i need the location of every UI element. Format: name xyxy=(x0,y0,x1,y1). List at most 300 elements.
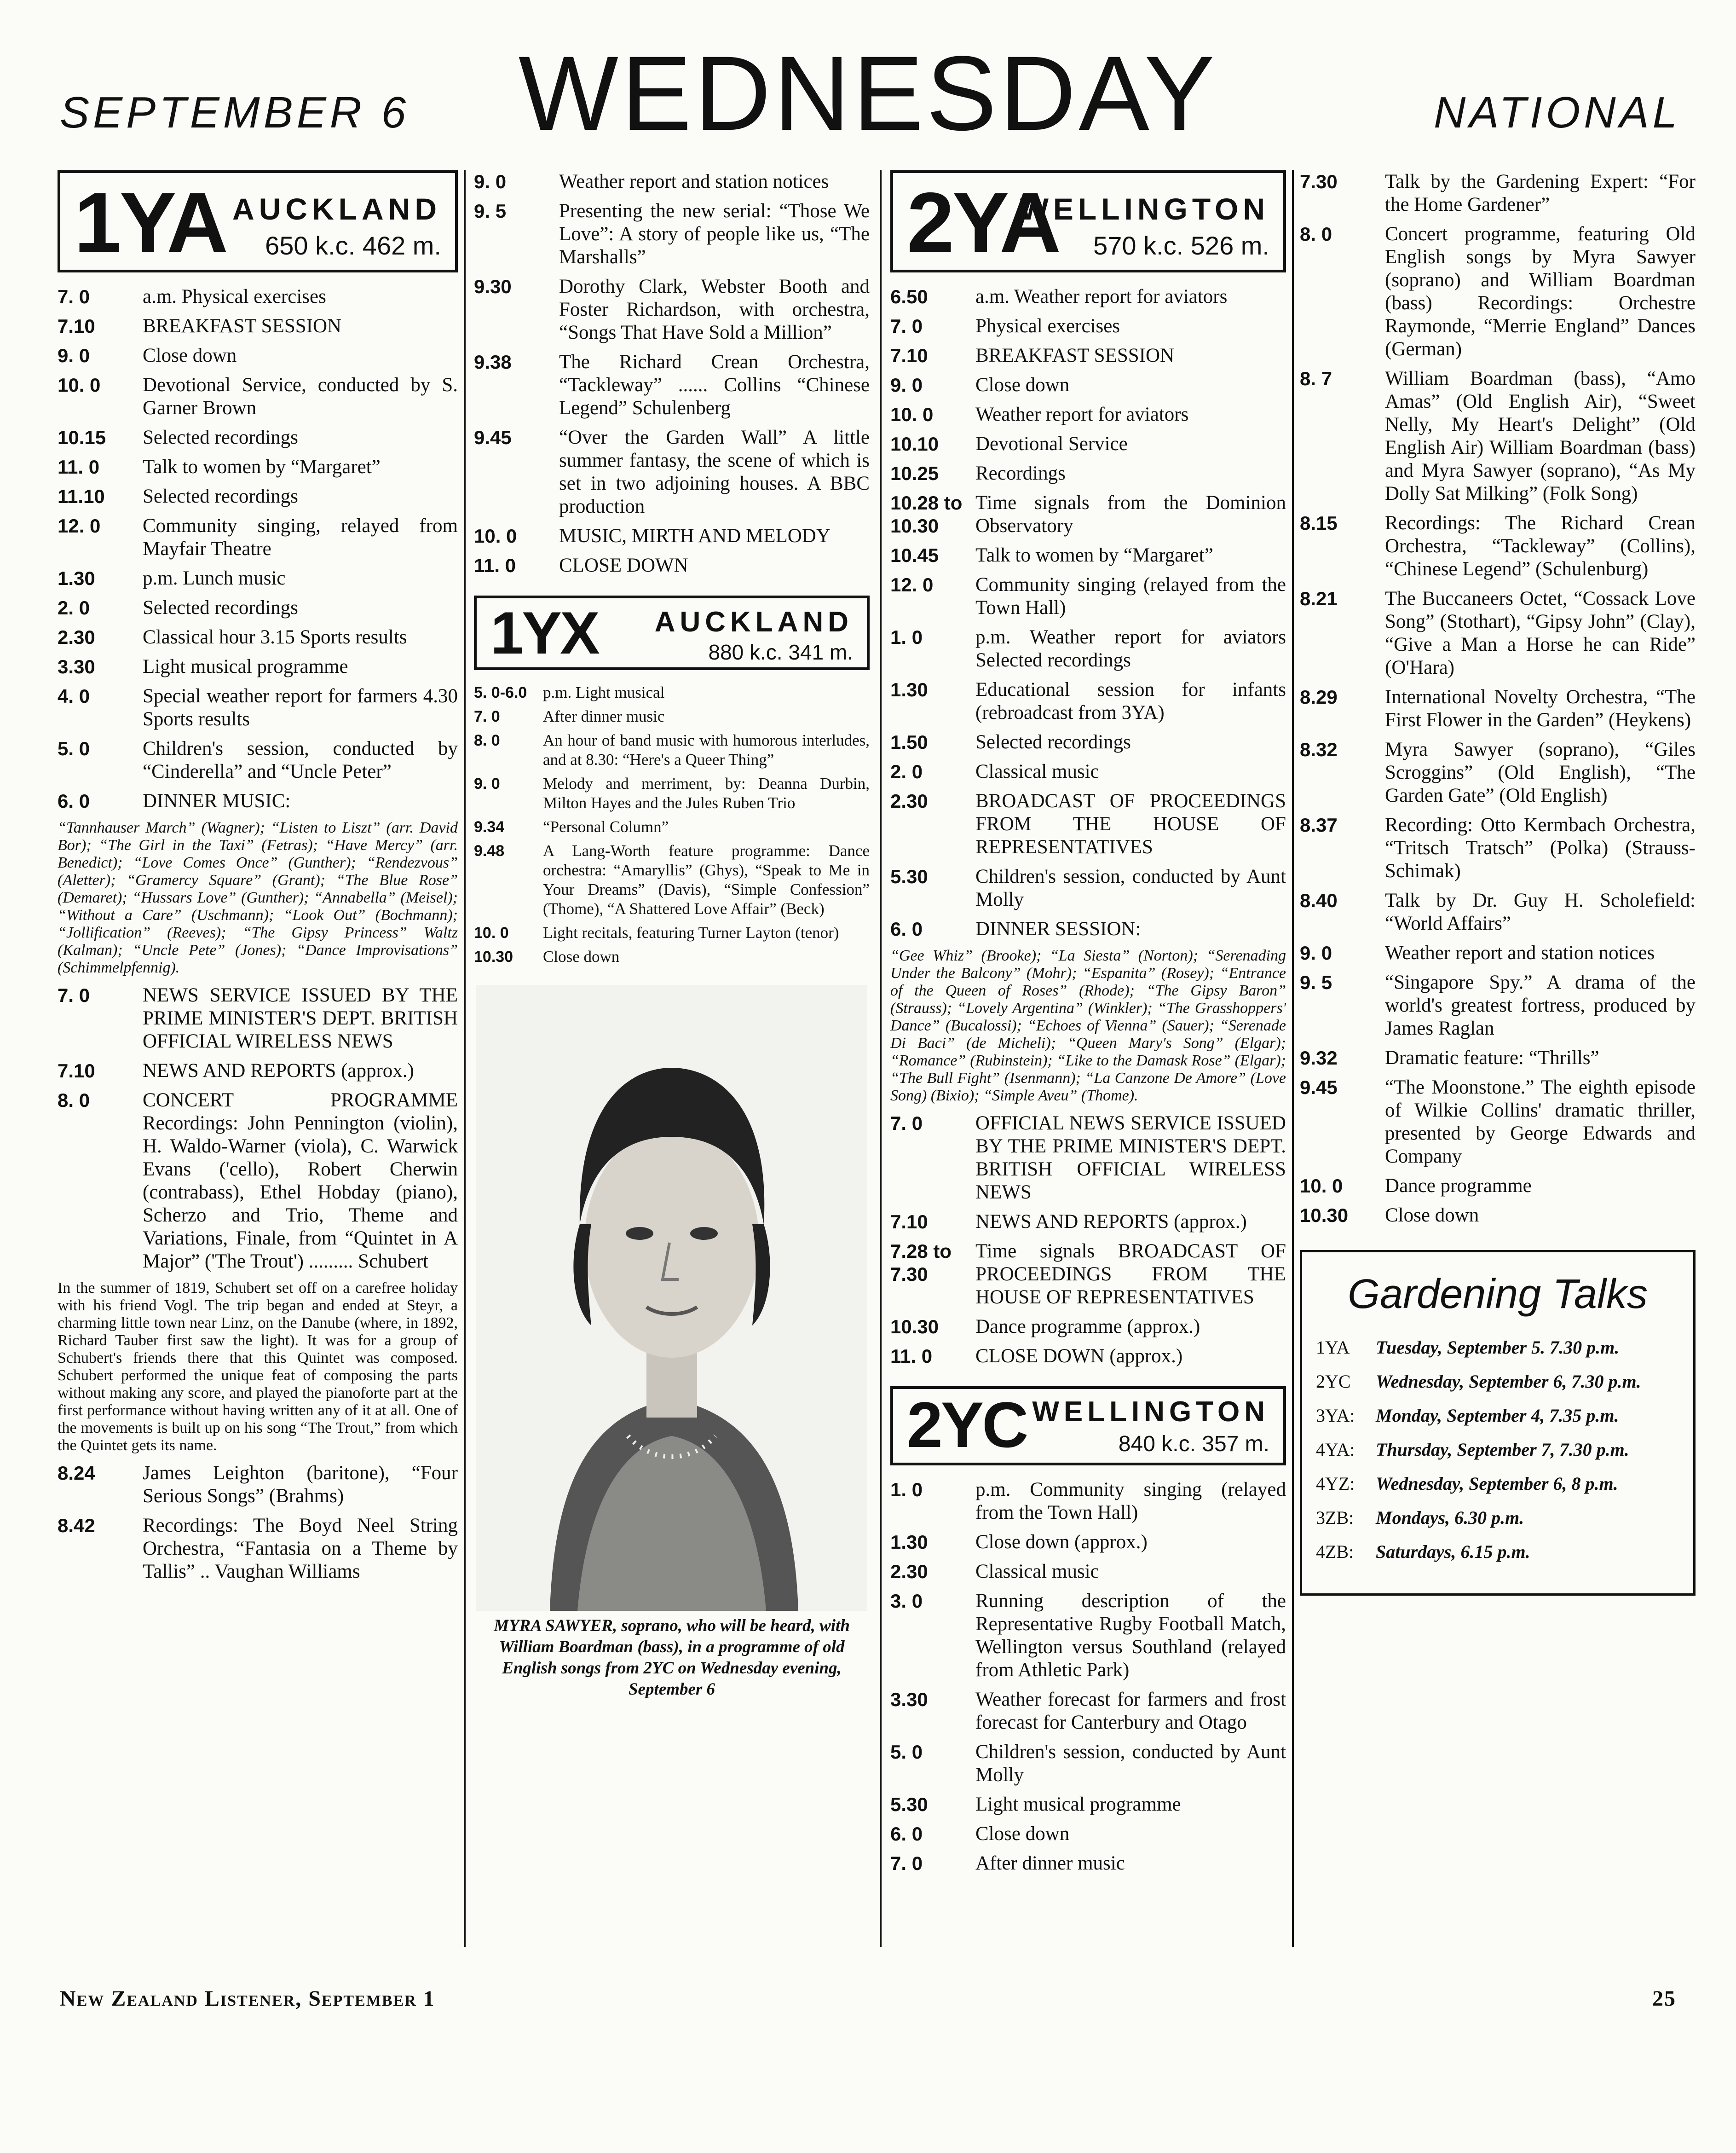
schedule-time: 11. 0 xyxy=(890,1345,933,1367)
gardening-talks-title: Gardening Talks xyxy=(1347,1271,1648,1317)
schedule-item xyxy=(1300,367,1696,505)
schedule-time: 1.30 xyxy=(58,567,95,589)
schedule-description: Special weather report for farmers 4.30 Sports results xyxy=(143,685,458,730)
gardening-talk-row xyxy=(1316,1337,1679,1359)
schedule-item xyxy=(474,200,870,269)
schedule-time: 7.28 to 7.30 xyxy=(890,1240,952,1285)
schedule-time: 6.50 xyxy=(890,286,928,307)
schedule-item xyxy=(1300,1047,1696,1070)
schedule-time: 5.30 xyxy=(890,1794,928,1815)
schedule-time: 3. 0 xyxy=(890,1590,923,1612)
schedule-time: 8. 7 xyxy=(1300,368,1332,389)
schedule-time: 10.28 to 10.30 xyxy=(890,492,963,537)
gardening-station: 2YC xyxy=(1316,1371,1351,1392)
schedule-description: Concert programme, featuring Old English songs by Myra Sawyer (soprano) and William Boardman (bass) Recordings: Orchestre Raymonde, “Merrie England” Dances (German) xyxy=(1385,223,1696,360)
schedule-time: 5.30 xyxy=(890,866,928,887)
schedule-description: A Lang-Worth feature programme: Dance orchestra: “Amaryllis” (Ghys), “Speak to Me in Your Dreams” (Davis), “Simple Confession” (Thome), “A Shattered Love Affair” (Beck) xyxy=(543,842,870,918)
schedule-description: CONCERT PROGRAMME Recordings: John Pennington (violin), H. Waldo-Warner (viola), C. Warwick Evans ('cello), Robert Cherwin (contrabass), Ethel Hobday (piano), Scherzo and Trio, Theme and Variations, Finale, from “Quintet in A Major” ('The Trout') ......... Schubert xyxy=(143,1089,458,1272)
schedule-time: 9. 0 xyxy=(58,345,90,366)
schedule-description: a.m. Physical exercises xyxy=(143,286,326,307)
schedule-item xyxy=(1300,1204,1696,1227)
schedule-item xyxy=(58,374,458,420)
gardening-talk-row xyxy=(1316,1439,1679,1461)
station-banner-1ya xyxy=(58,170,458,272)
gardening-station: 4YZ: xyxy=(1316,1473,1355,1494)
schedule-description: a.m. Weather report for aviators xyxy=(975,286,1228,307)
schedule-time: 11. 0 xyxy=(58,456,100,478)
portrait-photo xyxy=(476,985,867,1611)
header-date: SEPTEMBER 6 xyxy=(60,88,410,137)
schedule-item xyxy=(474,841,870,919)
schedule-time: 6. 0 xyxy=(890,918,923,940)
schedule-description: Running description of the Representative Rugby Football Match, Wellington versus Southland (relayed from Athletic Park) xyxy=(975,1590,1286,1681)
schedule-description: p.m. Light musical xyxy=(543,683,665,701)
schedule-item xyxy=(890,492,1286,538)
station-call-sign: 1YA xyxy=(74,175,226,270)
schedule-time: 10.30 xyxy=(890,1316,939,1337)
schedule-item xyxy=(1300,512,1696,581)
schedule-description: After dinner music xyxy=(543,707,665,725)
schedule-description: Talk to women by “Margaret” xyxy=(143,456,381,478)
schedule-item xyxy=(890,344,1286,367)
schedule-time: 10. 0 xyxy=(474,924,509,942)
schedule-description: “The Moonstone.” The eighth episode of Wilkie Collins' dramatic thriller, presented by George Edwards and Company xyxy=(1385,1076,1696,1167)
station-city: WELLINGTON xyxy=(1020,192,1269,226)
schedule-time: 9.30 xyxy=(474,276,512,297)
schedule-time: 12. 0 xyxy=(890,574,934,596)
schedule-list xyxy=(890,285,1286,941)
schedule-description: Selected recordings xyxy=(975,731,1131,753)
schedule-time: 5. 0 xyxy=(890,1741,923,1763)
schedule-time: 4. 0 xyxy=(58,685,90,707)
schedule-description: Children's session, conducted by Aunt Molly xyxy=(975,1741,1286,1786)
gardening-station: 3YA: xyxy=(1316,1405,1355,1426)
schedule-time: 1.30 xyxy=(890,679,928,700)
schedule-item xyxy=(474,731,870,770)
schedule-description: An hour of band music with humorous interludes, and at 8.30: “Here's a Queer Thing” xyxy=(543,731,870,769)
schedule-time: 9. 5 xyxy=(474,200,507,222)
schedule-description: Time signals from the Dominion Observatory xyxy=(975,492,1286,537)
gardening-when: Tuesday, September 5. 7.30 p.m. xyxy=(1376,1337,1620,1358)
schedule-description: Talk to women by “Margaret” xyxy=(975,544,1213,566)
schedule-description: International Novelty Orchestra, “The First Flower in the Garden” (Heykens) xyxy=(1385,686,1696,731)
station-call-sign: 2YC xyxy=(907,1389,1027,1461)
schedule-description: Close down xyxy=(543,948,620,966)
schedule-item xyxy=(58,567,458,590)
dinner-session-note: “Gee Whiz” (Brooke); “La Siesta” (Norton); “Serenading Under the Balcony” (Mohr); “Espanita” (Rosey); “Entrance of the Queen of Roses” (Rhode); “The Gipsy Baron” (Strauss); “Lovely Argentina” (Winkler); “The Grasshoppers' Dance” (Bucalossi); “Echoes of Vienna” (Sauer); “Serenade Di Baci” (de Micheli); “Queen Mary's Song” (Elgar); “Romance” (Rubinstein); “Like to the Damask Rose” (Elgar); “The Bull Fight” (Isenmann); “La Canzone De Amore” (Love Song) (Bixio); “Simple Aveu” (Thome). xyxy=(890,947,1286,1104)
schedule-item xyxy=(1300,889,1696,935)
schedule-time: 9. 0 xyxy=(1300,942,1332,964)
schedule-list xyxy=(58,1462,458,1583)
schedule-item xyxy=(58,790,458,813)
schedule-item xyxy=(474,426,870,518)
schedule-time: 10.30 xyxy=(1300,1204,1349,1226)
schedule-time: 2.30 xyxy=(58,626,95,648)
schedule-description: Educational session for infants (rebroadcast from 3YA) xyxy=(975,679,1286,723)
gardening-talk-row xyxy=(1316,1507,1679,1529)
schedule-time: 8. 0 xyxy=(474,732,500,749)
schedule-time: 9.45 xyxy=(1300,1076,1338,1098)
schedule-time: 9. 0 xyxy=(890,374,923,396)
schedule-item xyxy=(474,683,870,702)
schedule-item xyxy=(58,984,458,1053)
schedule-list xyxy=(474,170,870,577)
schedule-item xyxy=(474,275,870,344)
schedule-item xyxy=(890,731,1286,754)
schedule-time: 1. 0 xyxy=(890,626,923,648)
schedule-item xyxy=(890,1240,1286,1309)
schedule-time: 8.40 xyxy=(1300,890,1338,911)
schedule-time: 7. 0 xyxy=(58,984,90,1006)
gardening-when: Saturdays, 6.15 p.m. xyxy=(1376,1541,1530,1562)
schedule-item xyxy=(474,170,870,193)
schedule-time: 10. 0 xyxy=(890,404,934,425)
schedule-time: 10.25 xyxy=(890,463,939,484)
schedule-item xyxy=(1300,738,1696,807)
header-region: NATIONAL xyxy=(1434,88,1681,137)
schedule-item xyxy=(58,685,458,731)
gardening-station: 4YA: xyxy=(1316,1439,1355,1460)
schedule-time: 1.50 xyxy=(890,731,928,753)
column-rule xyxy=(1292,170,1294,1947)
schedule-time: 8.42 xyxy=(58,1515,95,1536)
schedule-description: Light musical programme xyxy=(143,656,348,677)
footer-page-number: 25 xyxy=(1652,1986,1676,2011)
schedule-description: p.m. Lunch music xyxy=(143,567,286,589)
schedule-item xyxy=(890,1823,1286,1846)
schedule-time: 9.34 xyxy=(474,818,505,836)
schedule-description: DINNER MUSIC: xyxy=(143,790,291,812)
schedule-description: Devotional Service, conducted by S. Garner Brown xyxy=(143,374,458,419)
schedule-description: Selected recordings xyxy=(143,427,298,448)
schedule-time: 8. 0 xyxy=(58,1089,90,1111)
schedule-description: “Singapore Spy.” A drama of the world's greatest fortress, produced by James Raglan xyxy=(1385,972,1696,1039)
schedule-time: 11. 0 xyxy=(474,555,516,576)
schedule-item xyxy=(58,1462,458,1508)
schedule-description: Close down (approx.) xyxy=(975,1531,1148,1553)
schedule-item xyxy=(58,1514,458,1583)
schedule-description: Presenting the new serial: “Those We Love”: A story of people like us, “The Marshalls” xyxy=(559,200,870,268)
schedule-time: 9.45 xyxy=(474,427,512,448)
schedule-time: 9.32 xyxy=(1300,1047,1338,1069)
schedule-item xyxy=(58,1059,458,1082)
schedule-item xyxy=(1300,814,1696,883)
schedule-item xyxy=(890,1345,1286,1368)
schedule-item xyxy=(890,433,1286,456)
schedule-list xyxy=(1300,170,1696,1227)
gardening-when: Wednesday, September 6, 7.30 p.m. xyxy=(1376,1371,1641,1392)
schedule-item xyxy=(58,626,458,649)
schedule-item xyxy=(890,1590,1286,1682)
schedule-item xyxy=(890,374,1286,397)
schedule-description: Talk by Dr. Guy H. Scholefield: “World Affairs” xyxy=(1385,890,1696,934)
schedule-item xyxy=(890,315,1286,338)
schedule-item xyxy=(1300,971,1696,1040)
schedule-time: 8.21 xyxy=(1300,588,1338,609)
station-city: WELLINGTON xyxy=(1032,1396,1269,1428)
schedule-description: NEWS AND REPORTS (approx.) xyxy=(143,1060,414,1082)
schedule-time: 7.10 xyxy=(58,1060,95,1082)
gardening-when: Thursday, September 7, 7.30 p.m. xyxy=(1376,1439,1629,1460)
schedule-description: NEWS AND REPORTS (approx.) xyxy=(975,1211,1247,1233)
column-rule xyxy=(880,170,882,1947)
schedule-item xyxy=(1300,587,1696,679)
schedule-time: 10. 0 xyxy=(1300,1175,1343,1197)
schedule-item xyxy=(890,1688,1286,1734)
gardening-when: Mondays, 6.30 p.m. xyxy=(1376,1507,1524,1528)
schedule-description: Classical music xyxy=(975,1561,1099,1582)
schedule-item xyxy=(890,285,1286,308)
schedule-time: 2. 0 xyxy=(890,761,923,782)
station-city: AUCKLAND xyxy=(654,606,853,638)
column-2 xyxy=(474,170,870,1700)
schedule-item xyxy=(58,426,458,449)
schedule-description: Community singing (relayed from the Town Hall) xyxy=(975,574,1286,619)
schedule-list xyxy=(58,984,458,1273)
station-banner-2ya xyxy=(890,170,1286,272)
schedule-item xyxy=(1300,223,1696,361)
schedule-time: 6. 0 xyxy=(890,1823,923,1845)
schedule-item xyxy=(474,707,870,726)
schedule-description: Selected recordings xyxy=(143,486,298,507)
schedule-item xyxy=(890,544,1286,567)
schedule-item xyxy=(474,774,870,813)
schedule-time: 7. 0 xyxy=(890,1852,923,1874)
schedule-item xyxy=(474,554,870,577)
schedule-item xyxy=(890,462,1286,485)
schedule-time: 2.30 xyxy=(890,790,928,812)
schedule-description: BREAKFAST SESSION xyxy=(143,315,342,337)
schedule-item xyxy=(1300,686,1696,732)
schedule-description: Dance programme xyxy=(1385,1175,1532,1197)
schedule-description: Dorothy Clark, Webster Booth and Foster Richardson, with orchestra, “Songs That Have Sold a Million” xyxy=(559,276,870,343)
station-call-sign: 2YA xyxy=(907,175,1059,270)
gardening-talk-row xyxy=(1316,1371,1679,1393)
schedule-time: 11.10 xyxy=(58,486,105,507)
schedule-time: 10. 0 xyxy=(474,525,517,547)
portrait-image xyxy=(476,985,867,1611)
column-4 xyxy=(1300,170,1696,1596)
gardening-talk-row xyxy=(1316,1541,1679,1563)
schedule-time: 5. 0 xyxy=(58,738,90,759)
schedule-item xyxy=(58,344,458,367)
schedule-description: p.m. Weather report for aviators Selected recordings xyxy=(975,626,1286,671)
schedule-item xyxy=(58,285,458,308)
schedule-description: Time signals BROADCAST OF PROCEEDINGS FROM THE HOUSE OF REPRESENTATIVES xyxy=(975,1240,1286,1308)
schedule-time: 8. 0 xyxy=(1300,223,1332,245)
schedule-time: 8.32 xyxy=(1300,739,1338,760)
schedule-description: Devotional Service xyxy=(975,433,1128,455)
footer-publication: New Zealand Listener, September 1 xyxy=(60,1986,435,2011)
schedule-item xyxy=(1300,170,1696,216)
schedule-item xyxy=(1300,1175,1696,1198)
gardening-talks-box xyxy=(1300,1250,1696,1596)
schedule-item xyxy=(58,1089,458,1273)
station-frequency: 840 k.c. 357 m. xyxy=(1118,1432,1269,1456)
schedule-description: Close down xyxy=(975,374,1070,396)
schedule-description: Talk by the Gardening Expert: “For the Home Gardener” xyxy=(1385,171,1696,215)
column-rule xyxy=(464,170,466,1947)
gardening-station: 3ZB: xyxy=(1316,1507,1354,1528)
schedule-item xyxy=(890,1210,1286,1233)
schedule-description: Weather report and station notices xyxy=(1385,942,1655,964)
schedule-description: Close down xyxy=(975,1823,1070,1845)
station-banner-1yx xyxy=(474,596,870,670)
schedule-description: William Boardman (bass), “Amo Amas” (Old English Air), “Sweet Nelly, My Heart's Delight” (Old English Air) William Boardman (bass) and Myra Sawyer (soprano), “As My Dolly Sat Milking” (Folk Song) xyxy=(1385,368,1696,504)
schedule-time: 12. 0 xyxy=(58,515,101,537)
gardening-talk-row xyxy=(1316,1405,1679,1427)
schedule-time: 9. 5 xyxy=(1300,972,1332,993)
gardening-when: Wednesday, September 6, 8 p.m. xyxy=(1376,1473,1618,1494)
schedule-time: 7.10 xyxy=(890,345,928,366)
schedule-description: BREAKFAST SESSION xyxy=(975,345,1175,366)
schedule-item xyxy=(474,923,870,943)
schedule-description: Classical music xyxy=(975,761,1099,782)
schedule-time: 8.37 xyxy=(1300,814,1338,836)
schedule-time: 10. 0 xyxy=(58,374,101,396)
schedule-item xyxy=(890,678,1286,724)
schedule-time: 10.10 xyxy=(890,433,939,455)
schedule-time: 7. 0 xyxy=(474,708,500,725)
schedule-item xyxy=(890,1478,1286,1524)
station-city: AUCKLAND xyxy=(232,192,441,226)
schedule-item xyxy=(474,351,870,420)
schedule-item xyxy=(890,1531,1286,1554)
schedule-time: 9. 0 xyxy=(474,775,500,793)
schedule-time: 7.10 xyxy=(58,315,95,337)
schedule-time: 7.10 xyxy=(890,1211,928,1233)
schedule-list xyxy=(890,1112,1286,1368)
schedule-time: 10.15 xyxy=(58,427,106,448)
schedule-time: 10.45 xyxy=(890,544,939,566)
gardening-talks-list xyxy=(1316,1337,1679,1563)
column-1yA xyxy=(58,170,458,1590)
schedule-description: Community singing, relayed from Mayfair Theatre xyxy=(143,515,458,560)
schedule-list xyxy=(58,285,458,813)
schedule-description: p.m. Community singing (relayed from the Town Hall) xyxy=(975,1479,1286,1523)
schedule-description: Recordings: The Boyd Neel String Orchestra, “Fantasia on a Theme by Tallis” .. Vaughan Williams xyxy=(143,1515,458,1582)
schedule-description: NEWS SERVICE ISSUED BY THE PRIME MINISTER'S DEPT. BRITISH OFFICIAL WIRELESS NEWS xyxy=(143,984,458,1052)
schedule-item xyxy=(1300,1076,1696,1168)
schedule-description: Dance programme (approx.) xyxy=(975,1316,1200,1337)
column-2ya xyxy=(890,170,1286,1881)
schedule-description: Recording: Otto Kermbach Orchestra, “Tritsch Tratsch” (Polka) (Strauss-Schimak) xyxy=(1385,814,1696,882)
schedule-item xyxy=(58,596,458,619)
gardening-station: 1YA xyxy=(1316,1337,1350,1358)
schedule-item xyxy=(890,1560,1286,1583)
schedule-time: 9.38 xyxy=(474,351,512,373)
schedule-time: 9.48 xyxy=(474,842,505,860)
schedule-time: 5. 0-6.0 xyxy=(474,684,527,701)
schedule-item xyxy=(1300,942,1696,965)
schedule-list xyxy=(474,683,870,967)
schedule-description: Dramatic feature: “Thrills” xyxy=(1385,1047,1599,1069)
schedule-description: Close down xyxy=(143,345,237,366)
station-frequency: 570 k.c. 526 m. xyxy=(1093,231,1269,260)
schedule-description: Weather report for aviators xyxy=(975,404,1189,425)
schedule-description: The Richard Crean Orchestra, “Tackleway” ...... Collins “Chinese Legend” Schulenberg xyxy=(559,351,870,419)
schedule-description: The Buccaneers Octet, “Cossack Love Song” (Stothart), “Gipsy John” (Clay), “Give a Man a Horse he can Ride” (O'Hara) xyxy=(1385,588,1696,678)
station-call-sign: 1YX xyxy=(490,599,598,666)
station-frequency: 880 k.c. 341 m. xyxy=(708,640,853,664)
schedule-time: 9. 0 xyxy=(474,171,507,192)
station-frequency: 650 k.c. 462 m. xyxy=(265,231,441,260)
gardening-when: Monday, September 4, 7.35 p.m. xyxy=(1376,1405,1619,1426)
schedule-item xyxy=(890,1793,1286,1816)
schedule-description: OFFICIAL NEWS SERVICE ISSUED BY THE PRIME MINISTER'S DEPT. BRITISH OFFICIAL WIRELESS NEWS xyxy=(975,1112,1286,1203)
schedule-item xyxy=(474,525,870,548)
schedule-item xyxy=(890,626,1286,672)
schedule-time: 7. 0 xyxy=(58,286,90,307)
schedule-item xyxy=(890,1741,1286,1787)
schedule-time: 8.15 xyxy=(1300,512,1338,534)
schedule-item xyxy=(890,760,1286,783)
schedule-item xyxy=(890,403,1286,426)
schedule-item xyxy=(890,1112,1286,1204)
schedule-item xyxy=(58,456,458,479)
schedule-time: 8.29 xyxy=(1300,686,1338,708)
schedule-item xyxy=(58,485,458,508)
schedule-item xyxy=(58,315,458,338)
photo-caption: MYRA SAWYER, soprano, who will be heard, with William Boardman (bass), in a programme of old English songs from 2YC on Wednesday evening, September 6 xyxy=(494,1616,850,1699)
gardening-talk-row xyxy=(1316,1473,1679,1495)
schedule-description: BROADCAST OF PROCEEDINGS FROM THE HOUSE OF REPRESENTATIVES xyxy=(975,790,1286,858)
schubert-note: In the summer of 1819, Schubert set off on a carefree holiday with his friend Vogl. The trip began and ended at Steyr, a charming little town near Linz, on the Danube (where, in 1892, Richard Tauber first saw the light). It was for a group of Schubert's friends there that this Quintet was composed. Schubert performed the unique feat of composing the parts without making any score, and played the pianoforte part at the first performance without having written any of it at all. One of the movements is built up on his song “The Trout,” from which the Quintet gets its name. xyxy=(58,1279,458,1454)
schedule-description: Light musical programme xyxy=(975,1794,1181,1815)
schedule-time: 1. 0 xyxy=(890,1479,923,1500)
header-day: WEDNESDAY xyxy=(518,34,1218,152)
schedule-time: 6. 0 xyxy=(58,790,90,812)
schedule-description: Weather forecast for farmers and frost forecast for Canterbury and Otago xyxy=(975,1689,1286,1733)
schedule-description: “Personal Column” xyxy=(543,818,669,836)
schedule-item xyxy=(890,573,1286,619)
schedule-description: CLOSE DOWN (approx.) xyxy=(975,1345,1183,1367)
schedule-time: 10.30 xyxy=(474,948,513,966)
schedule-description: Light recitals, featuring Turner Layton (tenor) xyxy=(543,924,839,942)
schedule-item xyxy=(58,515,458,561)
schedule-description: After dinner music xyxy=(975,1852,1125,1874)
schedule-description: Recordings xyxy=(975,463,1066,484)
schedule-description: Physical exercises xyxy=(975,315,1120,337)
schedule-item xyxy=(890,865,1286,911)
schedule-description: James Leighton (baritone), “Four Serious Songs” (Brahms) xyxy=(143,1462,458,1507)
schedule-time: 8.24 xyxy=(58,1462,95,1484)
station-banner-2yc xyxy=(890,1386,1286,1465)
gardening-station: 4ZB: xyxy=(1316,1541,1354,1562)
schedule-item xyxy=(474,817,870,837)
schedule-time: 3.30 xyxy=(890,1689,928,1710)
schedule-item xyxy=(474,947,870,967)
dinner-music-note: “Tannhauser March” (Wagner); “Listen to Liszt” (arr. David Bor); “The Girl in the Taxi” (Fetras); “Have Mercy” (arr. Benedict); “Love Comes Once” (Gunther); “Rendezvous” (Aletter); “Gramercy Square” (Grant); “The Blue Rose” (Demaret); “Hussars Love” (Gunther); “Annabella” (Meisel); “Without a Care” (Uschmann); “Look Out” (Bochmann); “Jollification” (Reeves); “The Gipsy Princess” Waltz (Kalman); “Uncle Pete” (Jones); “Dance Improvisations” (Schimmelpfennig). xyxy=(58,819,458,976)
schedule-description: CLOSE DOWN xyxy=(559,555,688,576)
schedule-time: 7. 0 xyxy=(890,315,923,337)
schedule-item xyxy=(890,1852,1286,1875)
schedule-time: 7. 0 xyxy=(890,1112,923,1134)
schedule-time: 2. 0 xyxy=(58,597,90,619)
schedule-time: 7.30 xyxy=(1300,171,1338,192)
schedule-item xyxy=(890,790,1286,859)
schedule-time: 3.30 xyxy=(58,656,95,677)
schedule-description: Classical hour 3.15 Sports results xyxy=(143,626,407,648)
schedule-time: 2.30 xyxy=(890,1561,928,1582)
schedule-item xyxy=(890,1315,1286,1338)
schedule-item xyxy=(890,918,1286,941)
schedule-description: Selected recordings xyxy=(143,597,298,619)
schedule-description: Close down xyxy=(1385,1204,1479,1226)
schedule-description: Melody and merriment, by: Deanna Durbin, Milton Hayes and the Jules Ruben Trio xyxy=(543,775,870,812)
schedule-description: Children's session, conducted by “Cinderella” and “Uncle Peter” xyxy=(143,738,458,782)
schedule-description: Recordings: The Richard Crean Orchestra, “Tackleway” (Collins), “Chinese Legend” (Schulenburg) xyxy=(1385,512,1696,580)
